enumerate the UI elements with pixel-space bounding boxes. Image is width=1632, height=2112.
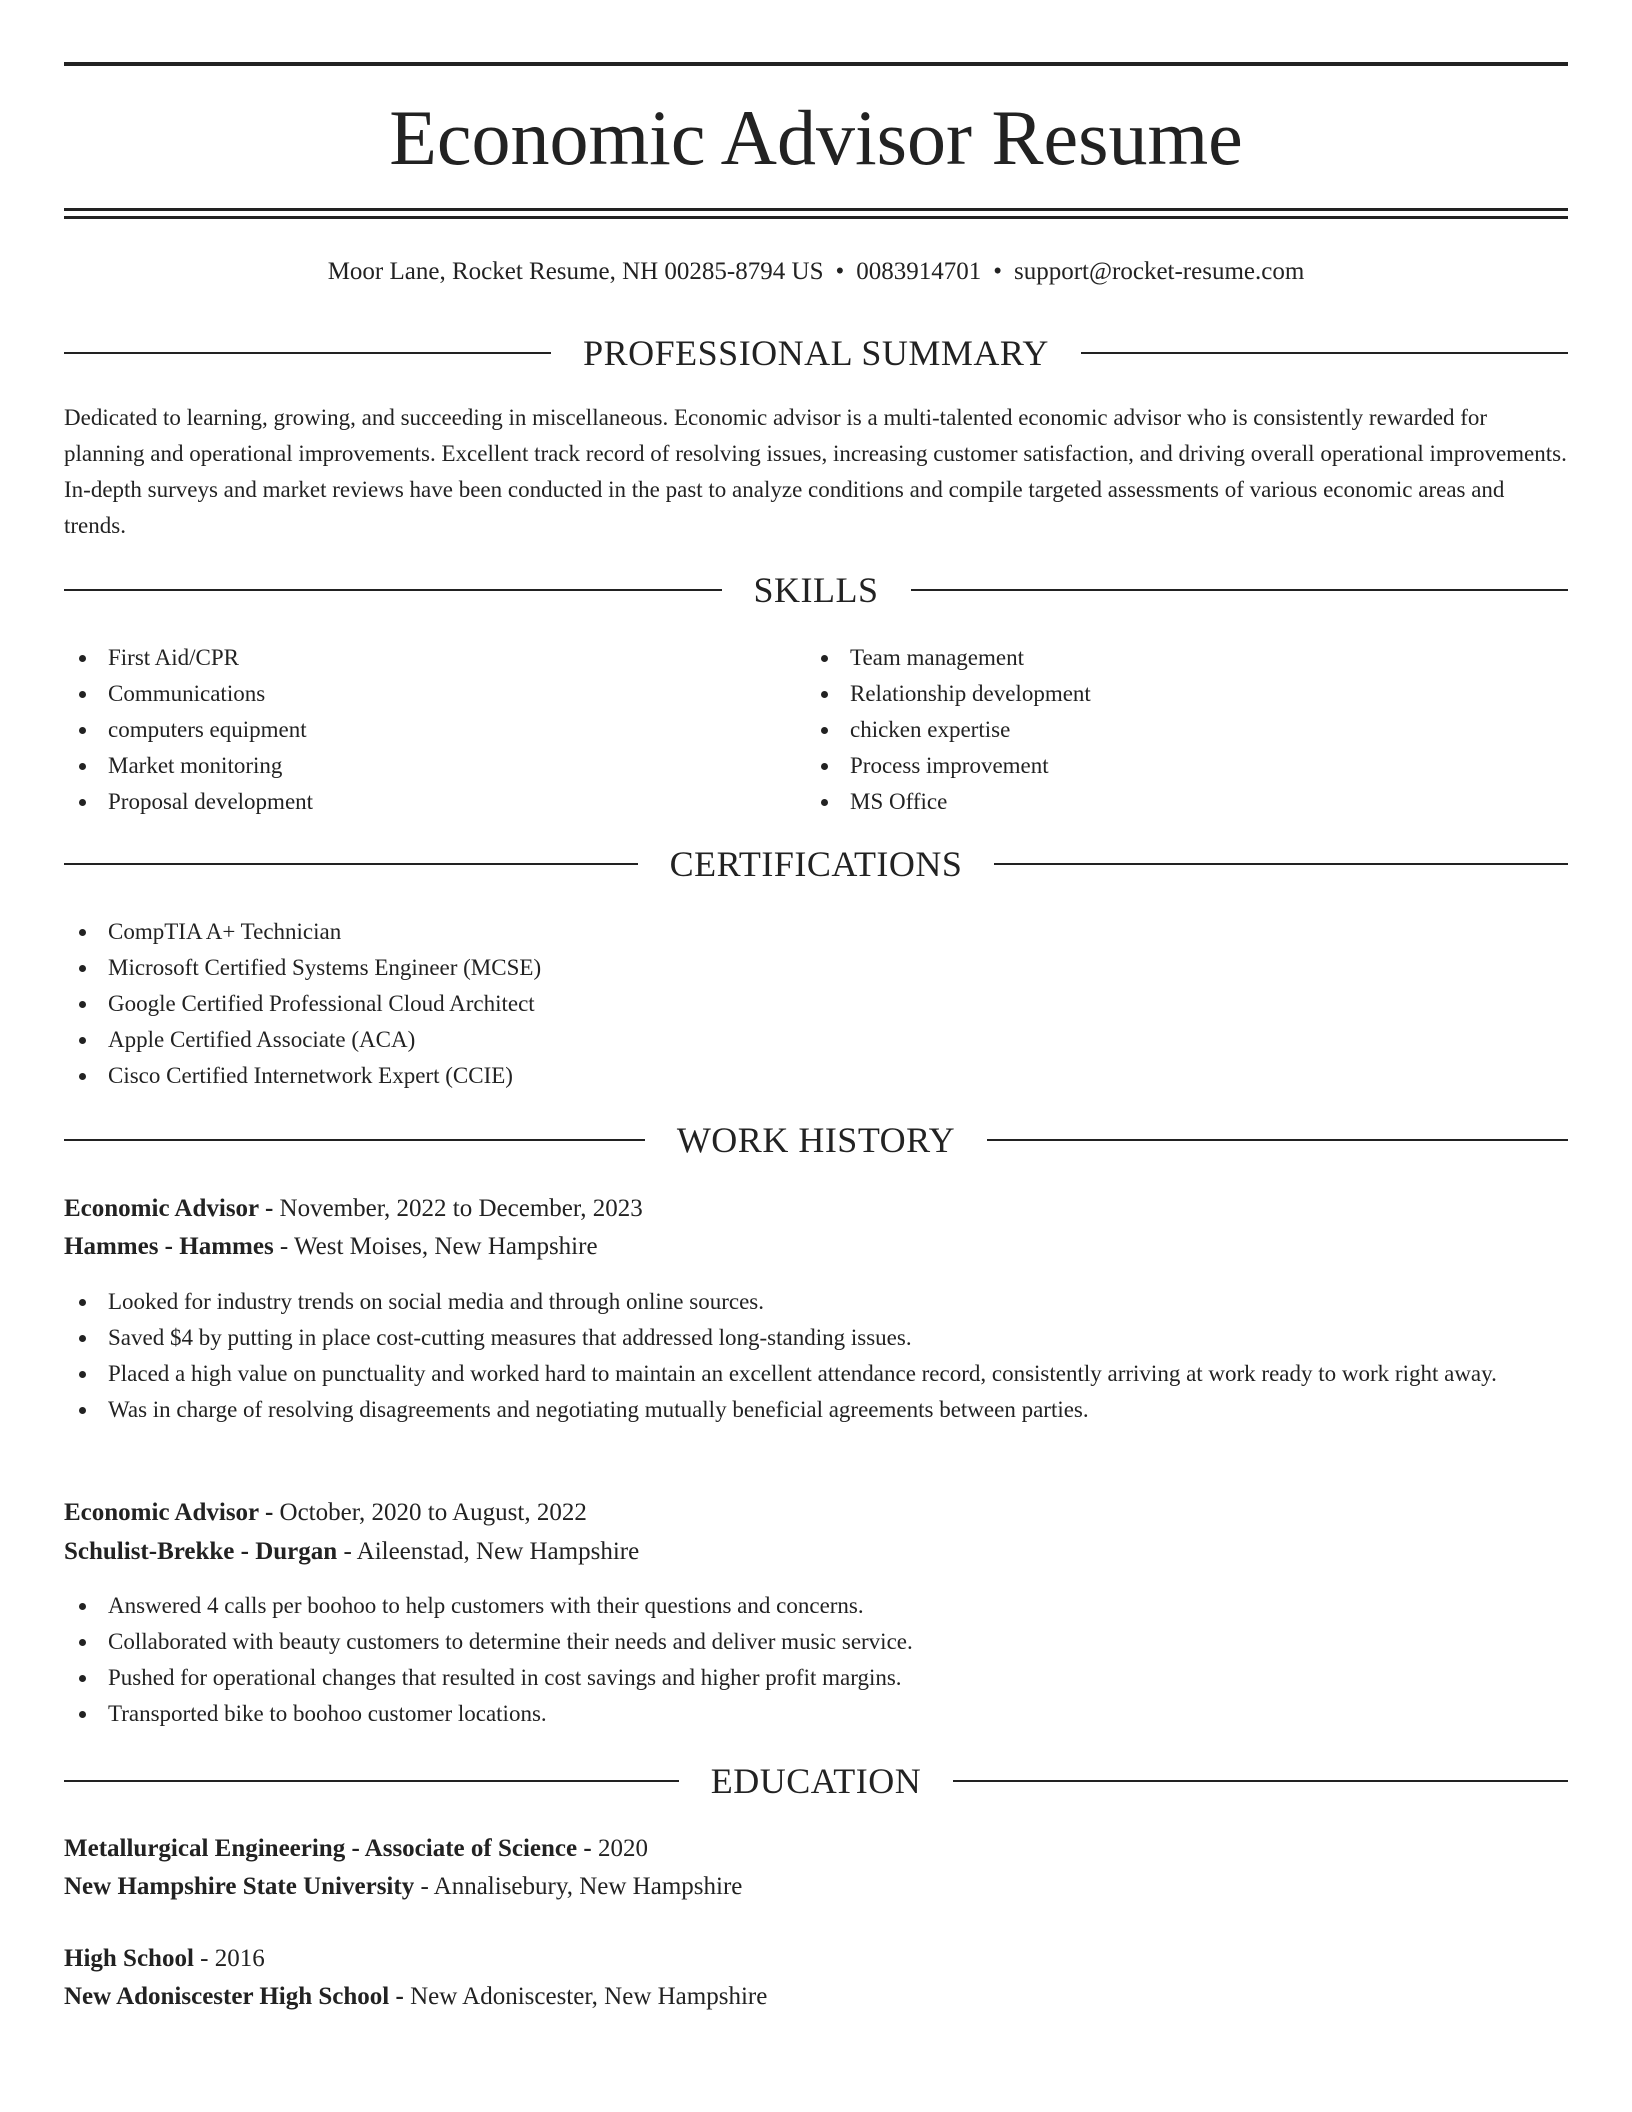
resume-title: Economic Advisor Resume xyxy=(389,94,1243,181)
education-school: New Adoniscester High School xyxy=(64,1983,390,2010)
education-location: Annalisebury, New Hampshire xyxy=(433,1873,743,1900)
education-year: 2016 xyxy=(214,1945,265,1972)
skill-item: computers equipment xyxy=(64,712,804,748)
section-rule xyxy=(64,863,638,865)
job-bullet: Transported bike to boohoo customer locations. xyxy=(64,1696,1568,1732)
contact-phone: 0083914701 xyxy=(856,258,982,285)
contact-email[interactable]: support@rocket-resume.com xyxy=(1014,258,1305,285)
dash: - xyxy=(193,1945,215,1972)
skill-item: MS Office xyxy=(806,784,1566,820)
job-company-line xyxy=(64,1228,1568,1266)
job-bullets xyxy=(64,1284,1568,1428)
job-bullet: Answered 4 calls per boohoo to help customers with their questions and concerns. xyxy=(64,1588,1568,1624)
section-header-skills xyxy=(64,568,1568,612)
section-rule xyxy=(64,589,722,591)
education-degree: High School xyxy=(64,1945,194,1972)
skill-item: Market monitoring xyxy=(64,748,804,784)
job-bullet: Looked for industry trends on social media and through online sources. xyxy=(64,1284,1568,1320)
education-degree-line xyxy=(64,1830,1568,1868)
skill-item: chicken expertise xyxy=(806,712,1566,748)
section-rule xyxy=(64,1780,679,1782)
job-title-line xyxy=(64,1494,1568,1532)
job-bullet: Saved $4 by putting in place cost-cutting measures that addressed long-standing issues. xyxy=(64,1320,1568,1356)
education-degree: Metallurgical Engineering - Associate of Science xyxy=(64,1835,578,1862)
section-title-skills: SKILLS xyxy=(753,570,879,610)
certification-item: Microsoft Certified Systems Engineer (MCSE) xyxy=(64,950,1568,986)
section-header-work-history xyxy=(64,1118,1568,1162)
certification-item: Apple Certified Associate (ACA) xyxy=(64,1022,1568,1058)
skill-item: Team management xyxy=(806,640,1566,676)
top-rule xyxy=(64,62,1568,66)
section-rule xyxy=(64,352,551,354)
job-title-line xyxy=(64,1190,1568,1228)
title-rule-upper xyxy=(64,208,1568,211)
section-rule xyxy=(953,1780,1568,1782)
dash: - xyxy=(258,1499,280,1526)
section-rule xyxy=(987,1139,1568,1141)
section-title-education: EDUCATION xyxy=(710,1761,922,1801)
job-bullet: Collaborated with beauty customers to determine their needs and deliver music service. xyxy=(64,1624,1568,1660)
certification-item: Cisco Certified Internetwork Expert (CCIE) xyxy=(64,1058,1568,1094)
education-school: New Hampshire State University xyxy=(64,1873,415,1900)
contact-line xyxy=(64,254,1568,290)
skill-item: Process improvement xyxy=(806,748,1566,784)
dash: - xyxy=(414,1873,434,1900)
job-bullet: Pushed for operational changes that resulted in cost savings and higher profit margins. xyxy=(64,1660,1568,1696)
job-dates: November, 2022 to December, 2023 xyxy=(279,1195,643,1222)
skills-list-right xyxy=(806,640,1566,820)
certification-item: Google Certified Professional Cloud Architect xyxy=(64,986,1568,1022)
job-title: Economic Advisor xyxy=(64,1499,259,1526)
education-year: 2020 xyxy=(597,1835,648,1862)
section-title-work-history: WORK HISTORY xyxy=(676,1120,956,1160)
section-header-certifications xyxy=(64,842,1568,886)
section-rule xyxy=(994,863,1568,865)
education-degree-line xyxy=(64,1940,1568,1978)
title-rule-lower xyxy=(64,216,1568,219)
section-header-education xyxy=(64,1759,1568,1803)
summary-text: Dedicated to learning, growing, and succeeding in miscellaneous. Economic advisor is a multi-talented economic advisor who is consistently rewarded for planning and operational improvements. Excellent track record of resolving issues, increasing customer satisfaction, and driving overall operational improvements. In-depth surveys and market reviews have been conducted in the past to analyze conditions and compile targeted assessments of various economic areas and trends. xyxy=(64,405,1567,538)
contact-separator: • xyxy=(835,258,845,285)
section-title-certifications: CERTIFICATIONS xyxy=(669,844,963,884)
job-bullet: Placed a high value on punctuality and worked hard to maintain an excellent attendance record, consistently arriving at work ready to work right away. xyxy=(64,1356,1568,1392)
section-header-summary xyxy=(64,331,1568,375)
dash: - xyxy=(258,1195,280,1222)
contact-separator: • xyxy=(993,258,1002,285)
education-location: New Adoniscester, New Hampshire xyxy=(410,1983,768,2010)
dash: - xyxy=(577,1835,598,1862)
job-company: Hammes - Hammes xyxy=(64,1233,274,1260)
job-title: Economic Advisor xyxy=(64,1195,259,1222)
certifications-list xyxy=(64,914,1568,1094)
education-school-line xyxy=(64,1978,1568,2016)
skill-item: Relationship development xyxy=(806,676,1566,712)
skill-item: First Aid/CPR xyxy=(64,640,804,676)
dash: - xyxy=(389,1983,411,2010)
job-location: Aileenstad, New Hampshire xyxy=(356,1538,640,1565)
dash: - xyxy=(273,1233,295,1260)
job-company-line xyxy=(64,1533,1568,1571)
job-location: West Moises, New Hampshire xyxy=(294,1233,598,1260)
job-bullets xyxy=(64,1588,1568,1732)
section-rule xyxy=(911,589,1569,591)
dash: - xyxy=(337,1538,357,1565)
skill-item: Proposal development xyxy=(64,784,804,820)
contact-address: Moor Lane, Rocket Resume, NH 00285-8794 US xyxy=(327,258,824,285)
skills-list-left xyxy=(64,640,804,820)
section-title-summary: PROFESSIONAL SUMMARY xyxy=(583,333,1049,373)
certification-item: CompTIA A+ Technician xyxy=(64,914,1568,950)
education-school-line xyxy=(64,1868,1568,1906)
job-dates: October, 2020 to August, 2022 xyxy=(279,1499,587,1526)
job-company: Schulist-Brekke - Durgan xyxy=(64,1538,338,1565)
section-rule xyxy=(1081,352,1568,354)
job-bullet: Was in charge of resolving disagreements and negotiating mutually beneficial agreements between parties. xyxy=(64,1392,1568,1428)
skill-item: Communications xyxy=(64,676,804,712)
section-rule xyxy=(64,1139,645,1141)
